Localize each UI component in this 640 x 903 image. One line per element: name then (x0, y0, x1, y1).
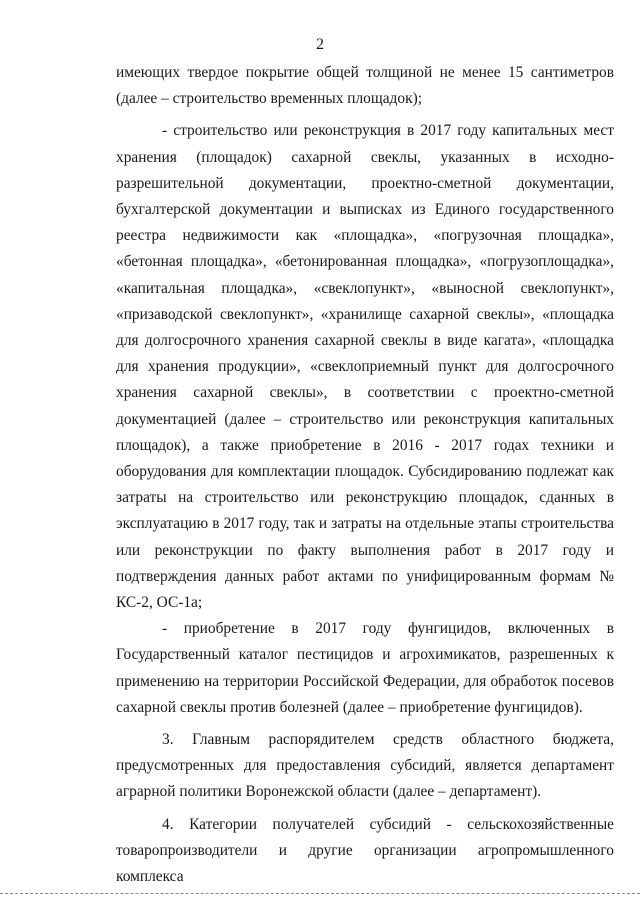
document-body (116, 60, 614, 890)
paragraph-capital-storage: - строительство или реконструкция в 2017 году капитальных мест хранения (площадок) сахарной свеклы, указанных в исходно-разрешительной документации, проектно-сметной документации, бухгалтерской документации и выписках из Единого государственного реестра недвижимости как «площадка», «погрузочная площадка», «бетонная площадка», «бетонированная площадка», «погрузоплощадка», «капитальная площадка», «свеклопункт», «выносной свеклопункт», «призаводской свеклопункт», «хранилище сахарной свеклы», «площадка для долгосрочного хранения сахарной свеклы в виде кагата», «площадка для хранения продукции», «свеклоприемный пункт для долгосрочного хранения сахарной свеклы», в соответствии с проектно-сметной документацией (далее – строительство или реконструкция капитальных площадок), а также приобретение в 2016 - 2017 годах техники и оборудования для комплектации площадок. Субсидированию подлежат как затраты на строительство или реконструкцию площадок, сданных в эксплуатацию в 2017 году, так и затраты на отдельные этапы строительства или реконструкции по факту выполнения работ в 2017 году и подтверждения данных работ актами по унифицированным формам № КС-2, ОС-1а; (116, 122, 614, 612)
page-number: 2 (316, 36, 324, 53)
paragraph-fungicides: - приобретение в 2017 году фунгицидов, включенных в Государственный каталог пестицидов и агрохимикатов, разрешенных к применению на территории Российской Федерации, для обработок посевов сахарной свеклы против болезней (далее – приобретение фунгицидов). (116, 620, 614, 716)
paragraph-item-4: 4. Категории получателей субсидий - сельскохозяйственные товаропроизводители и другие организации агропромышленного комплекса (116, 815, 614, 886)
paragraph-continuation: имеющих твердое покрытие общей толщиной не менее 15 сантиметров (далее – строительство временных площадок); (116, 64, 614, 108)
paragraph-item-3: 3. Главным распорядителем средств областного бюджета, предусмотренных для предоставления субсидий, является департамент аграрной политики Воронежской области (далее – департамент). (116, 731, 614, 801)
scan-edge-line (0, 893, 640, 895)
